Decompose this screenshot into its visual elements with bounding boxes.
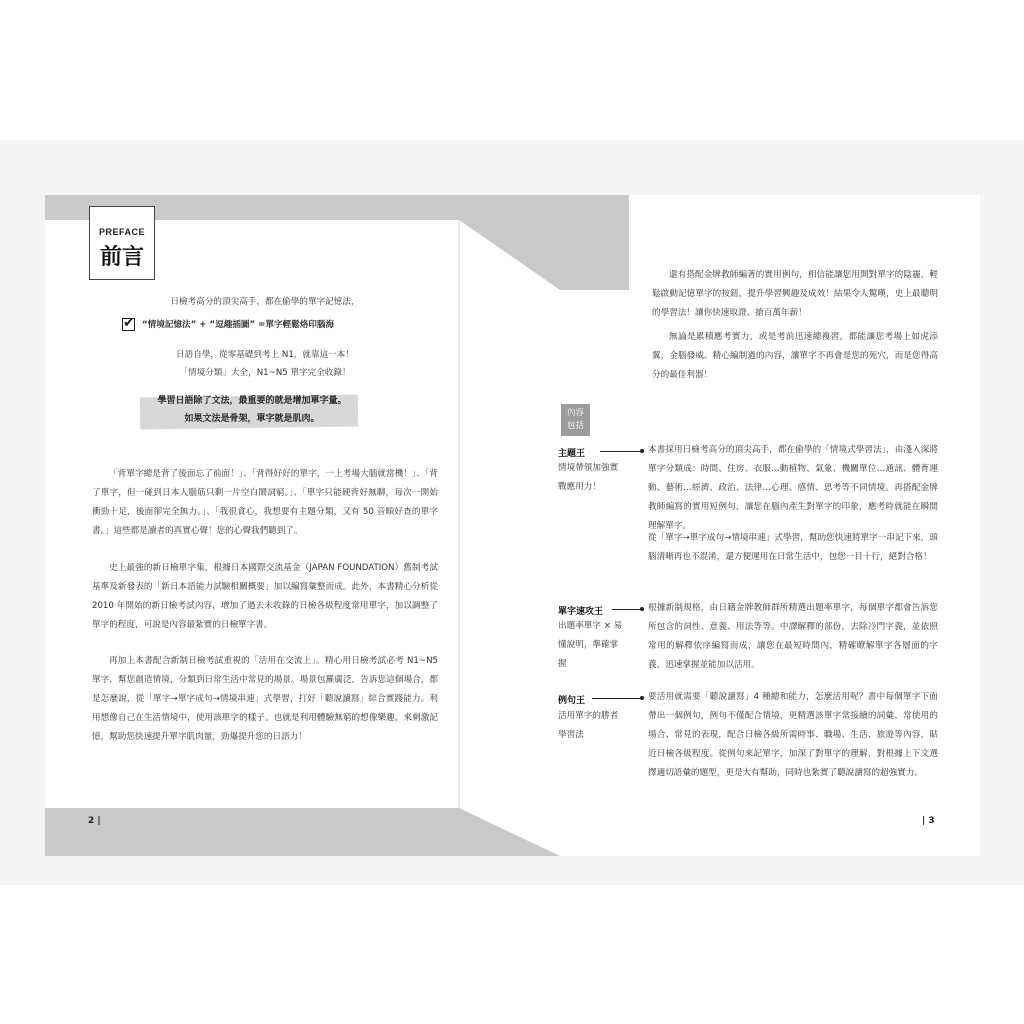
page-number-left: 2 | (88, 816, 101, 826)
leader-dot (640, 696, 644, 700)
intro-check-line: “情境記憶法” + “逗趣插圖” =單字輕鬆烙印腦海 (142, 320, 335, 330)
right-paragraph-2: 無論是累積應考實力，或是考前迅速總複習，都能讓您考場上如虎添翼，金腦發威。精心編制過的內容，讓單字不再會是您的死穴，而是您得高分的最佳利器！ (652, 332, 938, 380)
contents-tag-line-2: 包括 (566, 421, 584, 431)
intro-line-1: 日檢考高分的頂尖高手，都在偷學的單字記憶法， (170, 297, 360, 307)
feature-body-vocab: 根據新制規格，由日籍金牌教師群所精選出題率單字，每個單字都會告訴您所包含的詞性、意義、用法等等。中譯解釋的部份，去除冷門字義，並依照常用的解釋依序編寫而成，讓您在最短時間內，精確瞭解單字各層面的字義，迅速掌握並能加以活用。 (648, 603, 938, 670)
contents-tag (561, 404, 590, 436)
feature-desc-sentence: 活用單字的勝者學習法 (558, 711, 619, 740)
feature-body-theme-1: 本書採用日檢考高分的頂尖高手，都在偷學的「情境式學習法」，由淺入深將單字分類成：時間、住房、衣服…動植物、氣象、機關單位…通訊、體育運動、藝術…經濟、政治、法律…心理、感情、思考等不同情境。再搭配金牌教師編寫的實用短例句，讓您在腦內產生對單字的印象，應考時就能在瞬間理解單字。 (648, 445, 938, 531)
highlight-line-2: 如果文法是骨架，單字就是肌肉。 (184, 414, 320, 424)
feature-desc-vocab: 出題率單字 × 易懂說明，準確掌握 (558, 621, 623, 669)
left-paragraph-2: 史上最強的新日檢單字集，根據日本國際交流基金（JAPAN FOUNDATION）舊制考試基準及新發表的「新日本語能力試驗相關概要」加以編寫彙整而成。此外，本書精心分析從 2010 年開始的新日檢考試內容，增加了過去未收錄的日檢各級程度常用單字，加以調整了單字的程度，可說是內容最紮實的日檢單字書。 (92, 563, 438, 630)
left-paragraph-1: 「背單字總是背了後面忘了前面！」、「背得好好的單字，一上考場大腦就當機！」、「背了單字，但一碰到日本人腦筋只剩一片空白鬧詞窮。」、「單字只能硬背好無聊，每次一開始衝勁十足，後面卻完全無力。」、「我很貪心，我想要有主題分類，又有 50 音順好查的單字書。」這些都是讀者的真實心聲！您的心聲我們聽到了。 (92, 469, 438, 536)
intro-line-4: 「情境分類」大全，N1~N5 單字完全收錄！ (179, 368, 351, 378)
feature-title-vocab: 單字速攻王 (558, 607, 604, 617)
left-paragraph-3: 再加上本書配合新制日檢考試重視的「活用在交流上」。精心用日檢考試必考 N1~N5 單字，幫您創造情境，分類到日常生活中常見的場景。場景包羅廣泛，告訴您這個場合，都是怎麼說，從「單字→單字成句→情境串連」式學習，打好「聽說讀寫」綜合實踐能力。利用想像自己在生活情境中，使用該單字的樣子。也就是利用體驗無窮的想像樂趣，來刺激記憶，幫助您快速提升單字肌肉量，勁爆提升您的日語力！ (92, 656, 438, 742)
right-paragraph-1: 還有搭配金牌教師編著的實用例句，相信能讓您用開對單字的陰霾，輕鬆啟動記憶單字的按鈕，提升學習興趣及成效！結果令人驚嘆，史上最聰明的學習法！讓你快速取證、搶百萬年薪！ (652, 270, 938, 318)
feature-body-sentence: 要活用就需要「聽說讀寫」4 種總和能力，怎麼活用呢？書中每個單字下面帶出一個例句，例句不僅配合情境，更精選該單字常接續的詞彙、常使用的場合、常見的表現，配合日檢各級所需時事、職場、生活、旅遊等內容，貼近日檢各級程度。從例句來記單字，加深了對單字的理解，對根據上下文選擇適切語彙的題型，更是大有幫助，同時也紮實了聽說讀寫的超強實力。 (648, 692, 938, 778)
leader-dot (640, 607, 644, 611)
highlight-quote (132, 392, 372, 428)
page-number-right: | 3 (922, 816, 935, 826)
feature-body-theme-2: 從「單字→單字成句→情境串連」式學習，幫助您快速將單字一串記下來，頭腦清晰再也不混淆，還方便運用在日常生活中，包您一目十行，絕對合格！ (648, 533, 938, 562)
preface-label-box (89, 206, 155, 280)
highlight-line-1: 學習日語除了文法，最重要的就是增加單字量。 (157, 396, 347, 406)
bottom-left-bar (45, 808, 560, 856)
checkbox-icon: ✔ (123, 315, 135, 331)
leader-line (612, 609, 642, 610)
feature-desc-theme: 情境帶領加強實戰應用力！ (558, 463, 619, 492)
intro-line-3: 日語自學，從零基礎到考上 N1，就靠這一本！ (176, 350, 354, 360)
leader-line (600, 451, 642, 452)
leader-dot (640, 449, 644, 453)
leader-line (592, 698, 642, 699)
feature-title-sentence: 例句王 (558, 696, 586, 706)
contents-tag-line-1: 內容 (566, 408, 584, 418)
preface-en-label: PREFACE (98, 227, 145, 237)
feature-title-theme: 主題王 (558, 449, 586, 459)
preface-title: 前言 (99, 245, 144, 270)
